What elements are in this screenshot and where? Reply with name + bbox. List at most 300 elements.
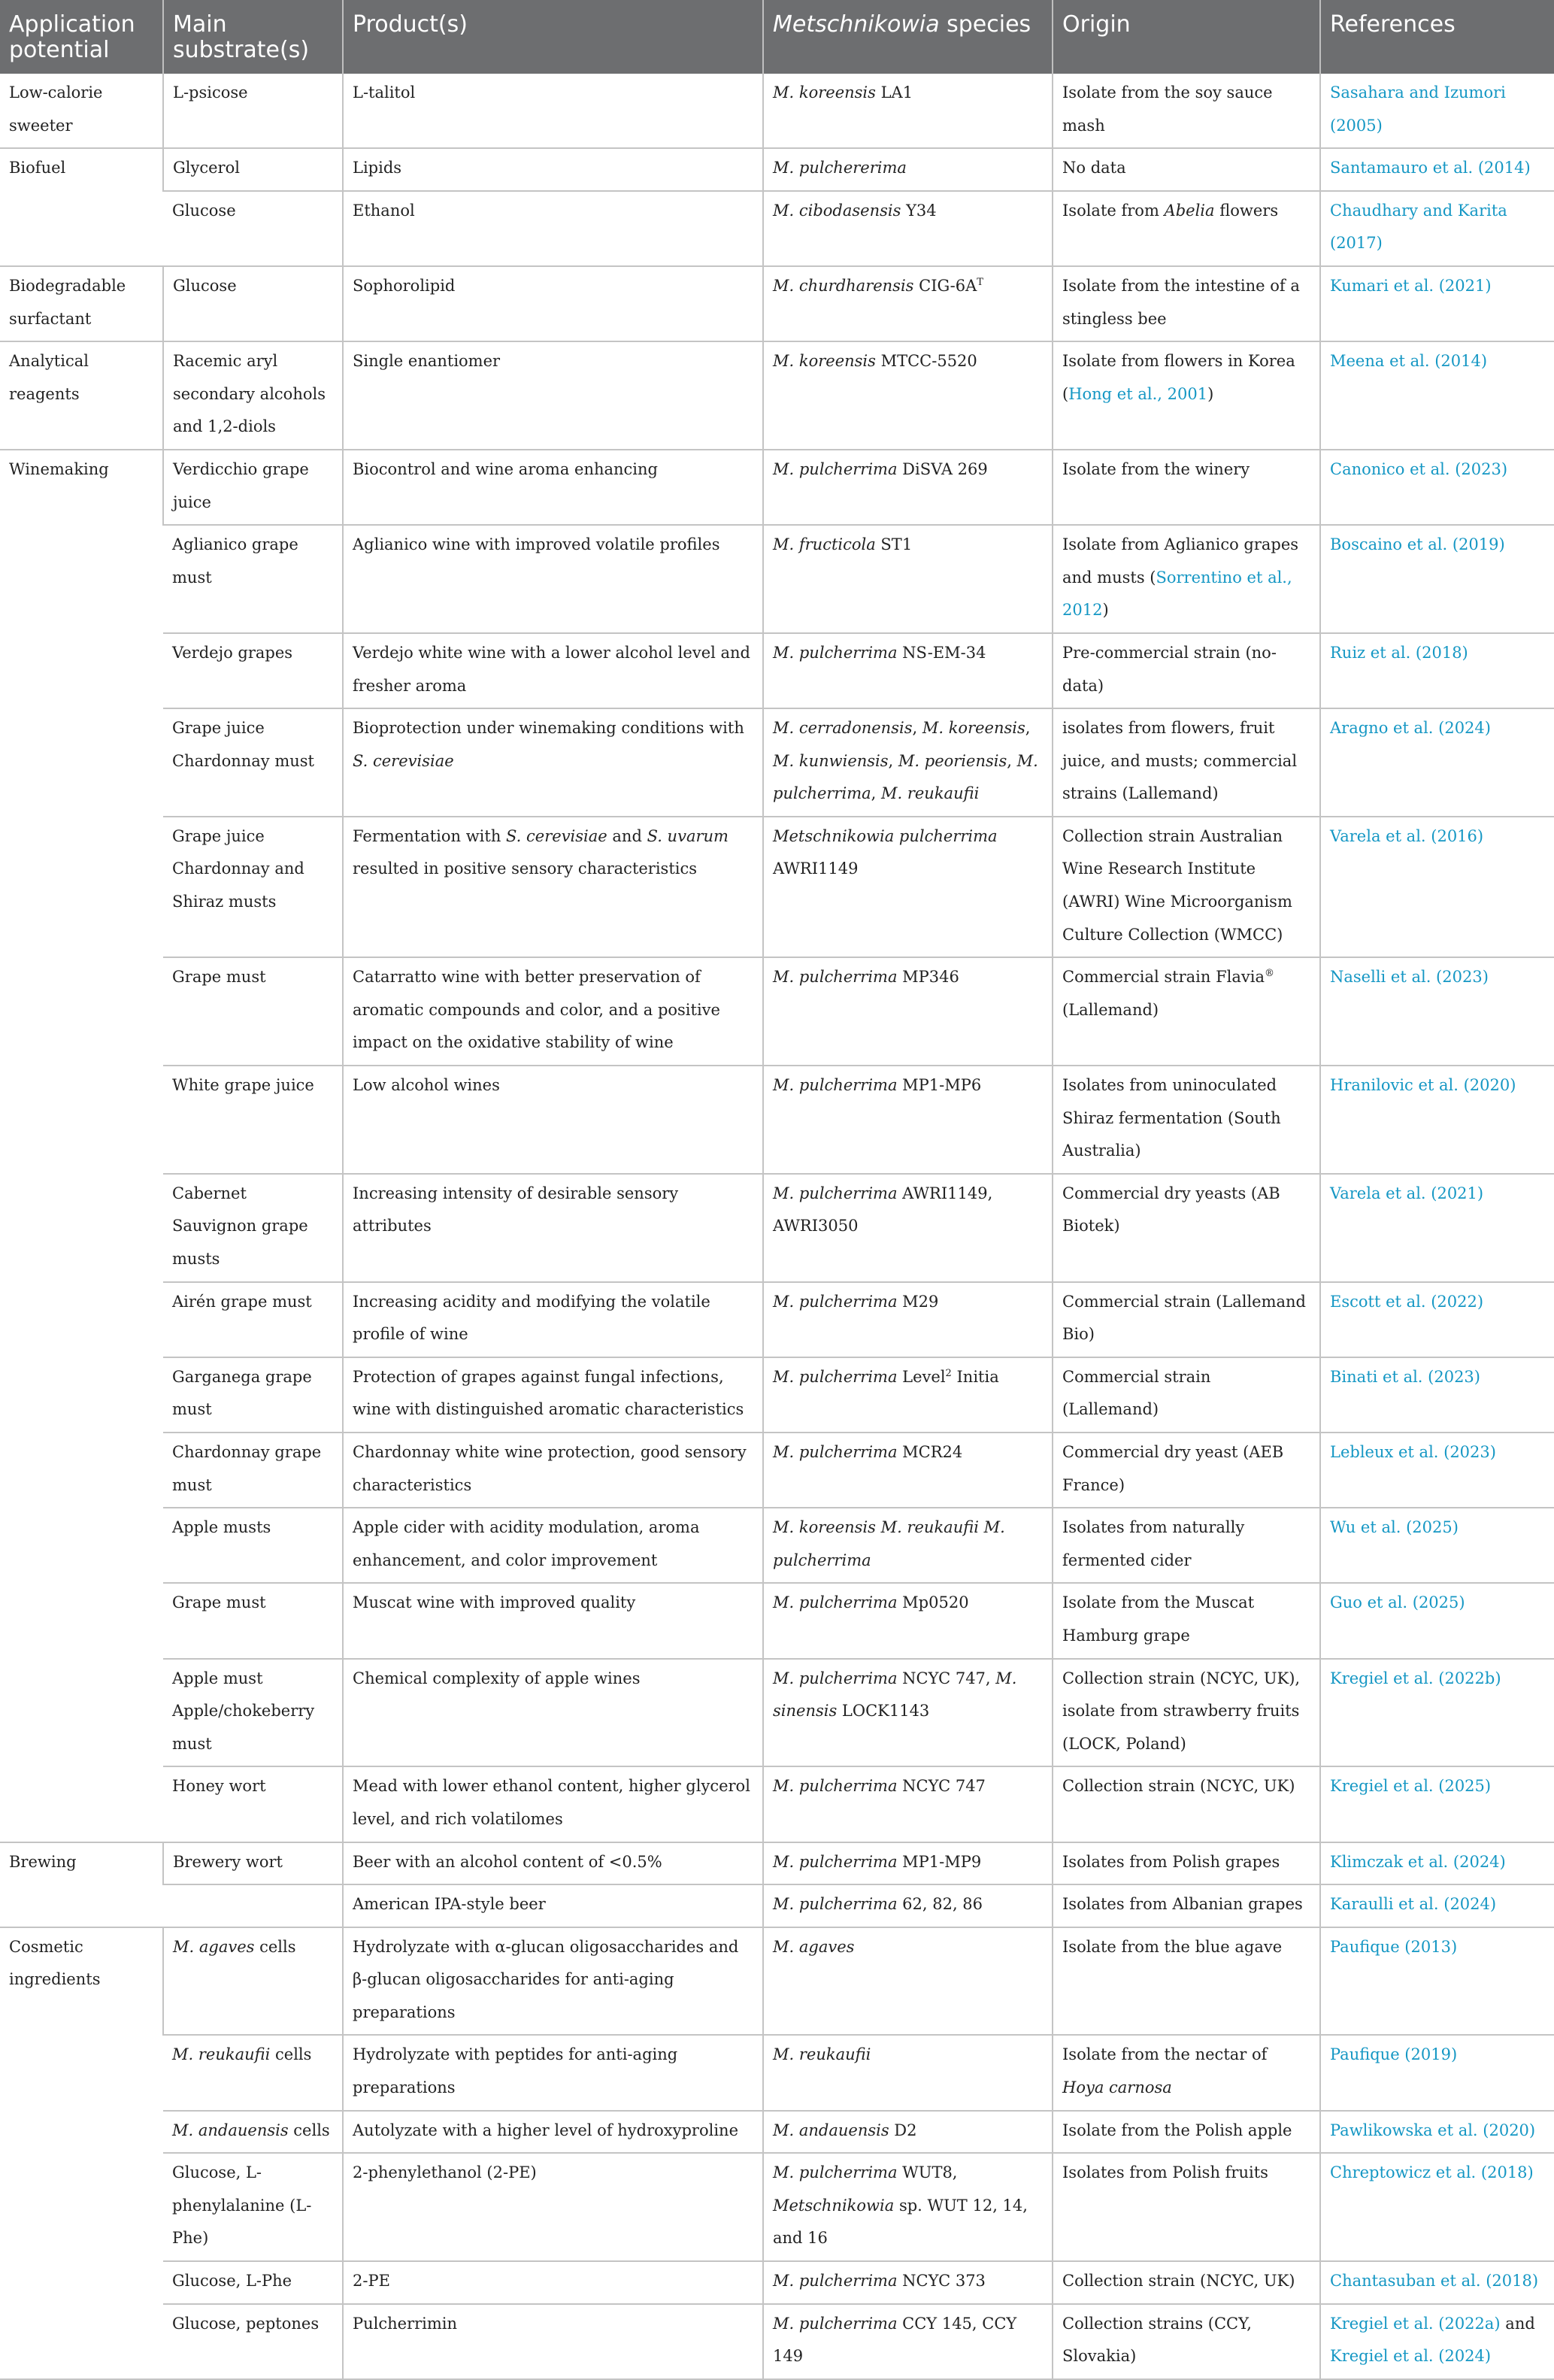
species-text: M. andauensis D2 (773, 2121, 917, 2139)
table-row (0, 2035, 1554, 2110)
reference-link[interactable]: Lebleux et al. (2023) (1330, 1442, 1496, 1461)
species-text: Metschnikowia pulcherrima AWRI1149 (773, 826, 998, 878)
substrate-cell (163, 148, 343, 191)
reference-cell (1320, 817, 1554, 957)
origin-cell (1053, 1766, 1320, 1842)
substrate-text: Racemic aryl secondary alcohols and 1,2-diols (173, 352, 326, 436)
origin-text: Isolate from the blue agave (1062, 1937, 1283, 1956)
table-row (0, 957, 1554, 1066)
table-row (0, 1842, 1554, 1885)
origin-cell (1053, 1066, 1320, 1174)
origin-cell (1053, 525, 1320, 633)
reference-link[interactable]: Naselli et al. (2023) (1330, 968, 1489, 987)
origin-text: Isolate from the winery (1062, 459, 1250, 478)
table-row (0, 1583, 1554, 1658)
substrate-cell (163, 191, 343, 266)
reference-link[interactable]: Pawlikowska et al. (2020) (1330, 2121, 1536, 2139)
product-cell (343, 1174, 763, 1282)
table-row (0, 1174, 1554, 1282)
product-text: Ethanol (353, 201, 415, 220)
species-cell (763, 148, 1053, 191)
substrate-text: Glucose (173, 276, 237, 295)
origin-cell (1053, 2261, 1320, 2304)
reference-cell (1320, 191, 1554, 266)
species-text: M. pulcherrima 62, 82, 86 (773, 1895, 983, 1914)
reference-link[interactable]: Wu et al. (2025) (1330, 1518, 1459, 1537)
table-row (0, 450, 1554, 525)
species-text: M. pulcherrima AWRI1149, AWRI3050 (773, 1184, 993, 1235)
reference-link[interactable]: Karaulli et al. (2024) (1330, 1895, 1497, 1914)
substrate-text: Grape juice Chardonnay must (172, 719, 314, 770)
species-text: M. pulcherrima NCYC 747, M. sinensis LOCK1143 (773, 1669, 1017, 1721)
reference-link[interactable]: Varela et al. (2021) (1330, 1184, 1484, 1202)
species-text: M. pulcherrima MP346 (773, 968, 959, 987)
substrate-cell (163, 957, 343, 1066)
table-row (0, 1357, 1554, 1433)
substrate-cell (163, 2304, 343, 2379)
table-row (0, 1433, 1554, 1508)
product-cell (343, 2153, 763, 2261)
species-cell (763, 1066, 1053, 1174)
origin-cell (1053, 708, 1320, 817)
product-cell (343, 1842, 763, 1885)
table-row (0, 1766, 1554, 1842)
substrate-text: Glucose, L-Phe (172, 2272, 292, 2291)
origin-cell (1053, 266, 1320, 341)
reference-cell (1320, 1659, 1554, 1767)
header-species: Metschnikowia species (763, 0, 1053, 74)
species-text: M. koreensis M. reukaufii M. pulcherrima (773, 1518, 1005, 1569)
product-cell (343, 2261, 763, 2304)
product-text: Fermentation with S. cerevisiae and S. uvarum resulted in positive sensory characteristics (353, 826, 729, 878)
reference-link[interactable]: Ruiz et al. (2018) (1330, 643, 1468, 662)
substrate-text: Cabernet Sauvignon grape musts (172, 1184, 308, 1268)
header-origin: Origin (1053, 0, 1320, 74)
product-cell (343, 2304, 763, 2379)
substrate-text: L-psicose (173, 83, 248, 102)
product-text: Mead with lower ethanol content, higher glycerol level, and rich volatilomes (353, 1777, 750, 1828)
substrate-text: Airén grape must (172, 1292, 312, 1311)
reference-link[interactable]: Sasahara and Izumori (2005) (1330, 83, 1506, 135)
origin-cell (1053, 1842, 1320, 1885)
product-text: Pulcherrimin (353, 2314, 458, 2333)
species-cell (763, 708, 1053, 817)
origin-text: Commercial strain (Lallemand Bio) (1062, 1292, 1307, 1344)
table-body (0, 74, 1554, 2379)
table-row (0, 266, 1554, 341)
reference-cell (1320, 633, 1554, 708)
reference-cell (1320, 1766, 1554, 1842)
product-cell (343, 708, 763, 817)
reference-link[interactable]: Meena et al. (2014) (1330, 352, 1488, 371)
origin-cell (1053, 74, 1320, 148)
substrate-text: Honey wort (172, 1777, 266, 1796)
header-references: References (1320, 0, 1554, 74)
product-cell (343, 633, 763, 708)
reference-cell (1320, 1282, 1554, 1357)
species-text: M. pulcherrima DiSVA 269 (773, 459, 988, 478)
table-row (0, 1927, 1554, 2036)
origin-text: Isolate from flowers in Korea ( (1062, 352, 1295, 403)
substrate-cell (163, 1433, 343, 1508)
species-cell (763, 633, 1053, 708)
substrate-cell (163, 1282, 343, 1357)
product-cell (343, 1766, 763, 1842)
substrate-text: Chardonnay grape must (172, 1442, 322, 1494)
table-row (0, 74, 1554, 148)
species-cell (763, 525, 1053, 633)
species-text: M. pulcherrima CCY 145, CCY 149 (773, 2314, 1017, 2366)
product-text: 2-phenylethanol (2-PE) (353, 2163, 537, 2182)
origin-cell (1053, 2153, 1320, 2261)
header-row (0, 0, 1554, 74)
substrate-cell (163, 1884, 343, 1927)
application-cell: Cosmetic ingredients (0, 1927, 163, 2379)
species-superscript: 2 (945, 1367, 952, 1379)
origin-superscript: ® (1265, 968, 1274, 980)
product-cell (343, 1357, 763, 1433)
species-text: M. fructicola ST1 (773, 535, 913, 554)
product-cell (343, 817, 763, 957)
origin-text: No data (1062, 159, 1126, 177)
table-row (0, 1659, 1554, 1767)
origin-cell (1053, 2035, 1320, 2110)
origin-text: Pre-commercial strain (no-data) (1062, 643, 1277, 695)
product-cell (343, 148, 763, 191)
table-row (0, 2304, 1554, 2379)
species-cell (763, 74, 1053, 148)
table-row (0, 148, 1554, 191)
origin-text: Isolates from naturally fermented cider (1062, 1518, 1245, 1569)
reference-link[interactable]: Canonico et al. (2023) (1330, 459, 1508, 478)
origin-cell (1053, 1659, 1320, 1767)
reference-cell (1320, 341, 1554, 450)
reference-link[interactable]: Kregiel et al. (2022b) (1330, 1669, 1501, 1687)
substrate-text: Apple musts (172, 1518, 271, 1537)
origin-cell (1053, 450, 1320, 525)
reference-link[interactable]: Chaudhary and Karita (2017) (1330, 201, 1507, 253)
product-text: Low alcohol wines (353, 1076, 500, 1095)
inline-reference-link[interactable]: Hong et al., 2001 (1068, 384, 1208, 403)
origin-cell (1053, 1927, 1320, 2036)
substrate-cell (163, 1357, 343, 1433)
origin-text-end: ) (1102, 601, 1109, 620)
reference-link[interactable]: Guo et al. (2025) (1330, 1593, 1465, 1612)
origin-cell (1053, 817, 1320, 957)
origin-text: Isolate from the intestine of a stingless bee (1062, 276, 1300, 328)
product-cell (343, 1927, 763, 2036)
substrate-text: M. andauensis cells (172, 2121, 330, 2139)
reference-cell (1320, 1066, 1554, 1174)
origin-text: Isolates from Polish grapes (1062, 1852, 1280, 1871)
reference-cell (1320, 1842, 1554, 1885)
species-text: M. cibodasensis Y34 (773, 201, 937, 220)
reference-cell (1320, 2153, 1554, 2261)
reference-cell (1320, 74, 1554, 148)
product-text: Catarratto wine with better preservation of aromatic compounds and color, and a positive impact on the oxidative stability of wine (353, 968, 720, 1052)
reference-link[interactable]: Kumari et al. (2021) (1330, 276, 1492, 295)
product-text: Verdejo white wine with a lower alcohol level and fresher aroma (353, 643, 750, 695)
substrate-cell (163, 1659, 343, 1767)
table-row (0, 1066, 1554, 1174)
species-text-end: Initia (951, 1367, 999, 1386)
reference-cell (1320, 957, 1554, 1066)
product-text: Muscat wine with improved quality (353, 1593, 636, 1612)
substrate-cell (163, 1583, 343, 1658)
substrate-cell (163, 2111, 343, 2154)
origin-cell (1053, 148, 1320, 191)
inline-reference-link[interactable]: Sorrentino et al., 2012 (1062, 568, 1292, 620)
reference-cell (1320, 266, 1554, 341)
header-application: Application potential (0, 0, 163, 74)
product-text: Increasing intensity of desirable sensory attributes (353, 1184, 679, 1235)
origin-text: Isolate from the soy sauce mash (1062, 83, 1273, 135)
origin-text: Collection strain (NCYC, UK) (1062, 2272, 1295, 2291)
species-cell (763, 341, 1053, 450)
reference-cell (1320, 1583, 1554, 1658)
reference-cell (1320, 1357, 1554, 1433)
reference-link[interactable]: Kregiel et al. (2022a) (1330, 2314, 1501, 2333)
reference-link[interactable]: Chreptowicz et al. (2018) (1330, 2163, 1534, 2182)
substrate-cell (163, 633, 343, 708)
origin-cell (1053, 1583, 1320, 1658)
substrate-text: Garganega grape must (172, 1367, 312, 1419)
substrate-cell (163, 1066, 343, 1174)
species-cell (763, 2035, 1053, 2110)
substrate-text: Verdejo grapes (172, 643, 293, 662)
substrate-cell (163, 817, 343, 957)
origin-text: Isolate from the Muscat Hamburg grape (1062, 1593, 1255, 1645)
species-text: M. pulcherrima NS-EM-34 (773, 643, 986, 662)
substrate-text: Glucose, peptones (172, 2314, 320, 2333)
origin-cell (1053, 957, 1320, 1066)
origin-cell (1053, 1884, 1320, 1927)
reference-cell (1320, 1927, 1554, 2036)
species-text: M. koreensis LA1 (773, 83, 913, 102)
product-text: Hydrolyzate with α-glucan oligosaccharides and β-glucan oligosaccharides for anti-aging preparations (353, 1937, 739, 2021)
origin-text: Commercial strain Flavia (1062, 968, 1265, 987)
substrate-text: Glycerol (173, 159, 240, 177)
product-cell (343, 191, 763, 266)
origin-text: Commercial dry yeast (AEB France) (1062, 1442, 1284, 1494)
reference-cell (1320, 1508, 1554, 1583)
substrate-cell (163, 341, 343, 450)
product-text: Single enantiomer (353, 352, 501, 371)
reference-cell (1320, 525, 1554, 633)
product-cell (343, 957, 763, 1066)
substrate-text: White grape juice (172, 1076, 314, 1095)
substrate-cell (163, 74, 343, 148)
species-text: M. pulcherrima Mp0520 (773, 1593, 969, 1612)
table-row (0, 525, 1554, 633)
substrate-cell (163, 708, 343, 817)
reference-cell (1320, 708, 1554, 817)
species-cell (763, 1842, 1053, 1885)
reference-link[interactable]: Santamauro et al. (2014) (1330, 159, 1531, 177)
species-cell (763, 266, 1053, 341)
table-row (0, 1282, 1554, 1357)
product-cell (343, 266, 763, 341)
substrate-text: Grape must (172, 1593, 266, 1612)
reference-cell (1320, 450, 1554, 525)
product-text: Bioprotection under winemaking conditions with S. cerevisiae (353, 719, 744, 770)
substrate-text: M. reukaufii cells (172, 2045, 312, 2064)
table-row (0, 2111, 1554, 2154)
species-superscript: T (977, 276, 983, 288)
application-cell: Biodegradable surfactant (0, 266, 163, 341)
origin-cell (1053, 341, 1320, 450)
reference-link[interactable]: Escott et al. (2022) (1330, 1292, 1484, 1311)
species-cell (763, 1659, 1053, 1767)
substrate-text: Apple must Apple/chokeberry must (172, 1669, 315, 1753)
application-cell: Low-calorie sweeter (0, 74, 163, 148)
table-row (0, 817, 1554, 957)
species-text: M. koreensis MTCC-5520 (773, 352, 977, 371)
species-cell (763, 2261, 1053, 2304)
reference-cell (1320, 2304, 1554, 2379)
substrate-cell (163, 2153, 343, 2261)
origin-text: Collection strain (NCYC, UK) (1062, 1777, 1295, 1796)
application-cell: Biofuel (0, 148, 163, 266)
reference-link[interactable]: Paufique (2019) (1330, 2045, 1458, 2064)
substrate-cell (163, 1174, 343, 1282)
header-product: Product(s) (343, 0, 763, 74)
application-cell: Winemaking (0, 450, 163, 1842)
product-text: 2-PE (353, 2272, 390, 2291)
reference-link[interactable]: Paufique (2013) (1330, 1937, 1458, 1956)
product-cell (343, 1433, 763, 1508)
species-text: M. pulcherrima Level (773, 1367, 946, 1386)
product-cell (343, 1282, 763, 1357)
origin-text: Isolates from uninoculated Shiraz fermentation (South Australia) (1062, 1076, 1281, 1160)
product-text: Autolyzate with a higher level of hydroxyproline (353, 2121, 739, 2139)
origin-cell (1053, 633, 1320, 708)
substrate-cell (163, 2261, 343, 2304)
species-cell (763, 1282, 1053, 1357)
species-cell (763, 1766, 1053, 1842)
species-text: M. pulcherrima NCYC 373 (773, 2272, 986, 2291)
species-text: M. pulchererima (773, 159, 907, 177)
species-cell (763, 1433, 1053, 1508)
origin-text: Collection strain (NCYC, UK), isolate from strawberry fruits (LOCK, Poland) (1062, 1669, 1301, 1753)
product-text: Beer with an alcohol content of <0.5% (353, 1852, 662, 1871)
reference-link[interactable]: Varela et al. (2016) (1330, 826, 1484, 845)
product-text: Chardonnay white wine protection, good sensory characteristics (353, 1442, 747, 1494)
table-row (0, 2153, 1554, 2261)
origin-text: isolates from flowers, fruit juice, and musts; commercial strains (Lallemand) (1062, 719, 1298, 803)
species-text: M. reukaufii (773, 2045, 871, 2064)
substrate-text: Grape juice Chardonnay and Shiraz musts (172, 826, 304, 911)
species-cell (763, 817, 1053, 957)
species-text: M. cerradonensis, M. koreensis, M. kunwiensis, M. peoriensis, M. pulcherrima, M. reukaufii (773, 719, 1038, 803)
reference-cell (1320, 2261, 1554, 2304)
species-cell (763, 1927, 1053, 2036)
reference-link[interactable]: Kregiel et al. (2025) (1330, 1777, 1492, 1796)
substrate-cell (163, 525, 343, 633)
species-cell (763, 2153, 1053, 2261)
reference-link[interactable]: Chantasuban et al. (2018) (1330, 2272, 1539, 2291)
species-text: M. pulcherrima WUT8, Metschnikowia sp. WUT 12, 14, and 16 (773, 2163, 1028, 2248)
species-cell (763, 2111, 1053, 2154)
product-cell (343, 1659, 763, 1767)
application-cell: Analytical reagents (0, 341, 163, 450)
species-text: M. pulcherrima NCYC 747 (773, 1777, 986, 1796)
product-cell (343, 2111, 763, 2154)
product-cell (343, 2035, 763, 2110)
species-text: M. agaves (773, 1937, 855, 1956)
reference-link[interactable]: Klimczak et al. (2024) (1330, 1852, 1506, 1871)
product-text: Lipids (353, 159, 402, 177)
header-substrate: Main substrate(s) (163, 0, 343, 74)
origin-cell (1053, 1508, 1320, 1583)
origin-text: Isolate from the Polish apple (1062, 2121, 1292, 2139)
product-cell (343, 450, 763, 525)
substrate-text: Aglianico grape must (172, 535, 298, 587)
table-row (0, 1884, 1554, 1927)
table-row (0, 633, 1554, 708)
origin-cell (1053, 1174, 1320, 1282)
origin-cell (1053, 1433, 1320, 1508)
reference-link[interactable]: Aragno et al. (2024) (1330, 719, 1491, 738)
substrate-cell (163, 450, 343, 525)
product-cell (343, 74, 763, 148)
product-text: Biocontrol and wine aroma enhancing (353, 459, 658, 478)
substrate-text: Verdicchio grape juice (173, 459, 309, 511)
species-cell (763, 1583, 1053, 1658)
table-row (0, 708, 1554, 817)
species-cell (763, 1508, 1053, 1583)
origin-text: Isolates from Albanian grapes (1062, 1895, 1303, 1914)
reference-cell (1320, 2111, 1554, 2154)
origin-text: Commercial dry yeasts (AB Biotek) (1062, 1184, 1280, 1235)
product-text: Hydrolyzate with peptides for anti-aging preparations (353, 2045, 678, 2097)
application-cell: Brewing (0, 1842, 163, 1927)
reference-cell (1320, 1174, 1554, 1282)
table-row (0, 1508, 1554, 1583)
substrate-text: Glucose (172, 201, 236, 220)
substrate-cell (163, 1842, 343, 1885)
product-text: Sophorolipid (353, 276, 456, 295)
substrate-cell (163, 1508, 343, 1583)
origin-cell (1053, 191, 1320, 266)
origin-cell (1053, 2111, 1320, 2154)
origin-cell (1053, 2304, 1320, 2379)
reference-cell (1320, 1433, 1554, 1508)
species-cell (763, 2304, 1053, 2379)
species-text: M. pulcherrima M29 (773, 1292, 939, 1311)
product-cell (343, 525, 763, 633)
reference-link[interactable]: Kregiel et al. (2024) (1330, 2347, 1492, 2366)
reference-link[interactable]: Boscaino et al. (2019) (1330, 535, 1505, 554)
table-row (0, 341, 1554, 450)
product-text: L-talitol (353, 83, 416, 102)
species-cell (763, 1884, 1053, 1927)
origin-text: Isolate from Aglianico grapes and musts ( (1062, 535, 1299, 587)
origin-text: Commercial strain (Lallemand) (1062, 1367, 1211, 1419)
species-text: M. pulcherrima MCR24 (773, 1442, 963, 1461)
table-row (0, 2261, 1554, 2304)
origin-text-end: (Lallemand) (1062, 1000, 1159, 1019)
origin-text: Isolate from the nectar of Hoya carnosa (1062, 2045, 1268, 2097)
reference-cell (1320, 2035, 1554, 2110)
species-text: M. pulcherrima MP1-MP6 (773, 1076, 982, 1095)
reference-link[interactable]: Hranilovic et al. (2020) (1330, 1076, 1516, 1095)
origin-text-end: ) (1207, 384, 1214, 403)
reference-link[interactable]: Binati et al. (2023) (1330, 1367, 1480, 1386)
substrate-text: M. agaves cells (173, 1937, 296, 1956)
reference-join: and (1500, 2314, 1535, 2333)
product-cell (343, 1066, 763, 1174)
